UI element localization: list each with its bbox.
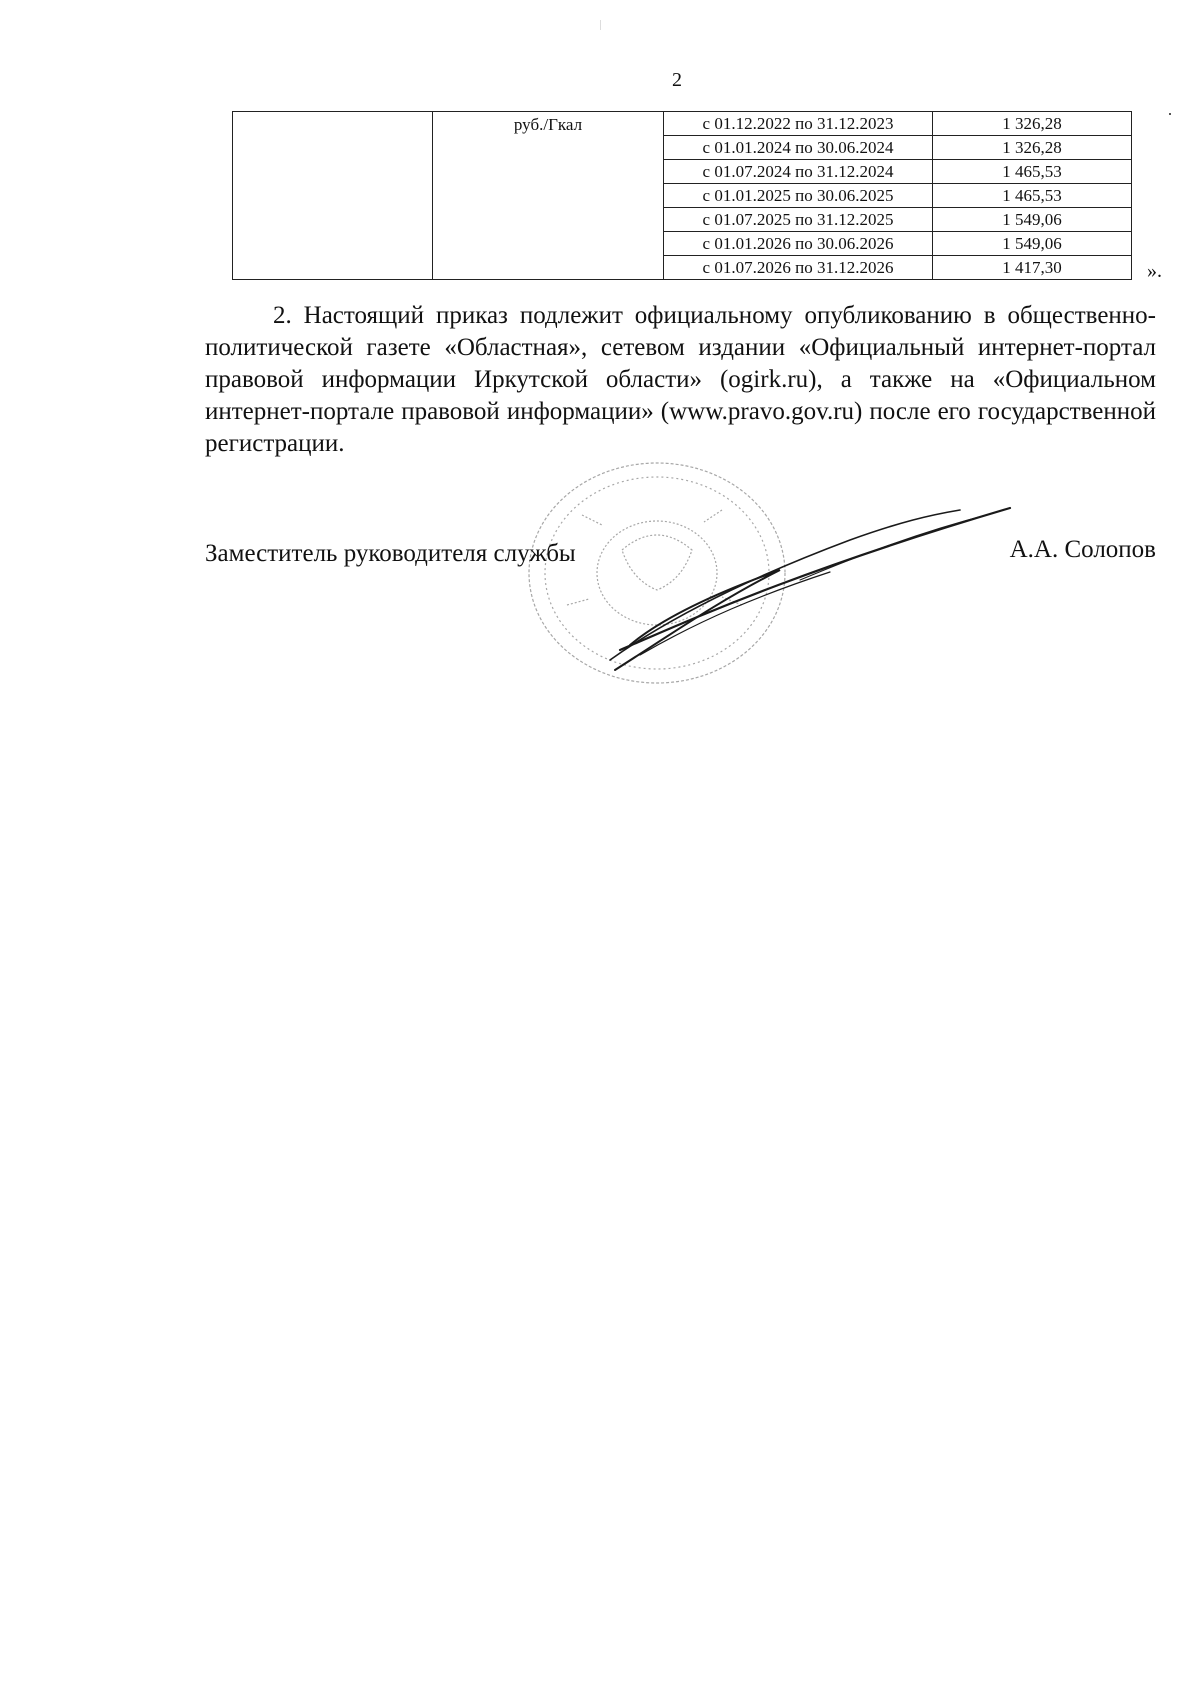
tariff-value-cell: 1 549,06 bbox=[933, 232, 1132, 256]
period-cell: с 01.01.2024 по 30.06.2024 bbox=[664, 136, 933, 160]
tariff-value-cell: 1 549,06 bbox=[933, 208, 1132, 232]
table-row bbox=[233, 112, 1132, 136]
signer-name: А.А. Солопов bbox=[1009, 536, 1156, 563]
period-cell: с 01.01.2026 по 30.06.2026 bbox=[664, 232, 933, 256]
publication-paragraph: 2. Настоящий приказ подлежит официальному опубликованию в общественно-политической газете «Областная», сетевом издании «Официальный интернет-портал правовой информации Иркутской области» (ogirk.ru), а также на «Официальном интернет-портале правовой информации» (www.pravo.gov.ru) после его государственной регистрации. bbox=[205, 302, 1156, 457]
scan-mark bbox=[1169, 113, 1171, 115]
period-cell: с 01.07.2026 по 31.12.2026 bbox=[664, 256, 933, 280]
unit-cell: руб./Гкал bbox=[433, 112, 664, 280]
closing-quote-mark: ». bbox=[1147, 260, 1162, 282]
period-cell: с 01.07.2024 по 31.12.2024 bbox=[664, 160, 933, 184]
handwritten-signature bbox=[600, 500, 1020, 680]
tariff-value-cell: 1 465,53 bbox=[933, 184, 1132, 208]
scan-mark bbox=[600, 20, 601, 30]
tariff-value-cell: 1 465,53 bbox=[933, 160, 1132, 184]
page-number: 2 bbox=[672, 69, 682, 91]
tariff-table bbox=[232, 111, 1132, 280]
period-cell: с 01.12.2022 по 31.12.2023 bbox=[664, 112, 933, 136]
signer-title: Заместитель руководителя службы bbox=[205, 540, 576, 567]
period-cell: с 01.07.2025 по 31.12.2025 bbox=[664, 208, 933, 232]
tariff-value-cell: 1 326,28 bbox=[933, 112, 1132, 136]
period-cell: с 01.01.2025 по 30.06.2025 bbox=[664, 184, 933, 208]
empty-cell bbox=[233, 112, 433, 280]
tariff-value-cell: 1 417,30 bbox=[933, 256, 1132, 280]
tariff-value-cell: 1 326,28 bbox=[933, 136, 1132, 160]
